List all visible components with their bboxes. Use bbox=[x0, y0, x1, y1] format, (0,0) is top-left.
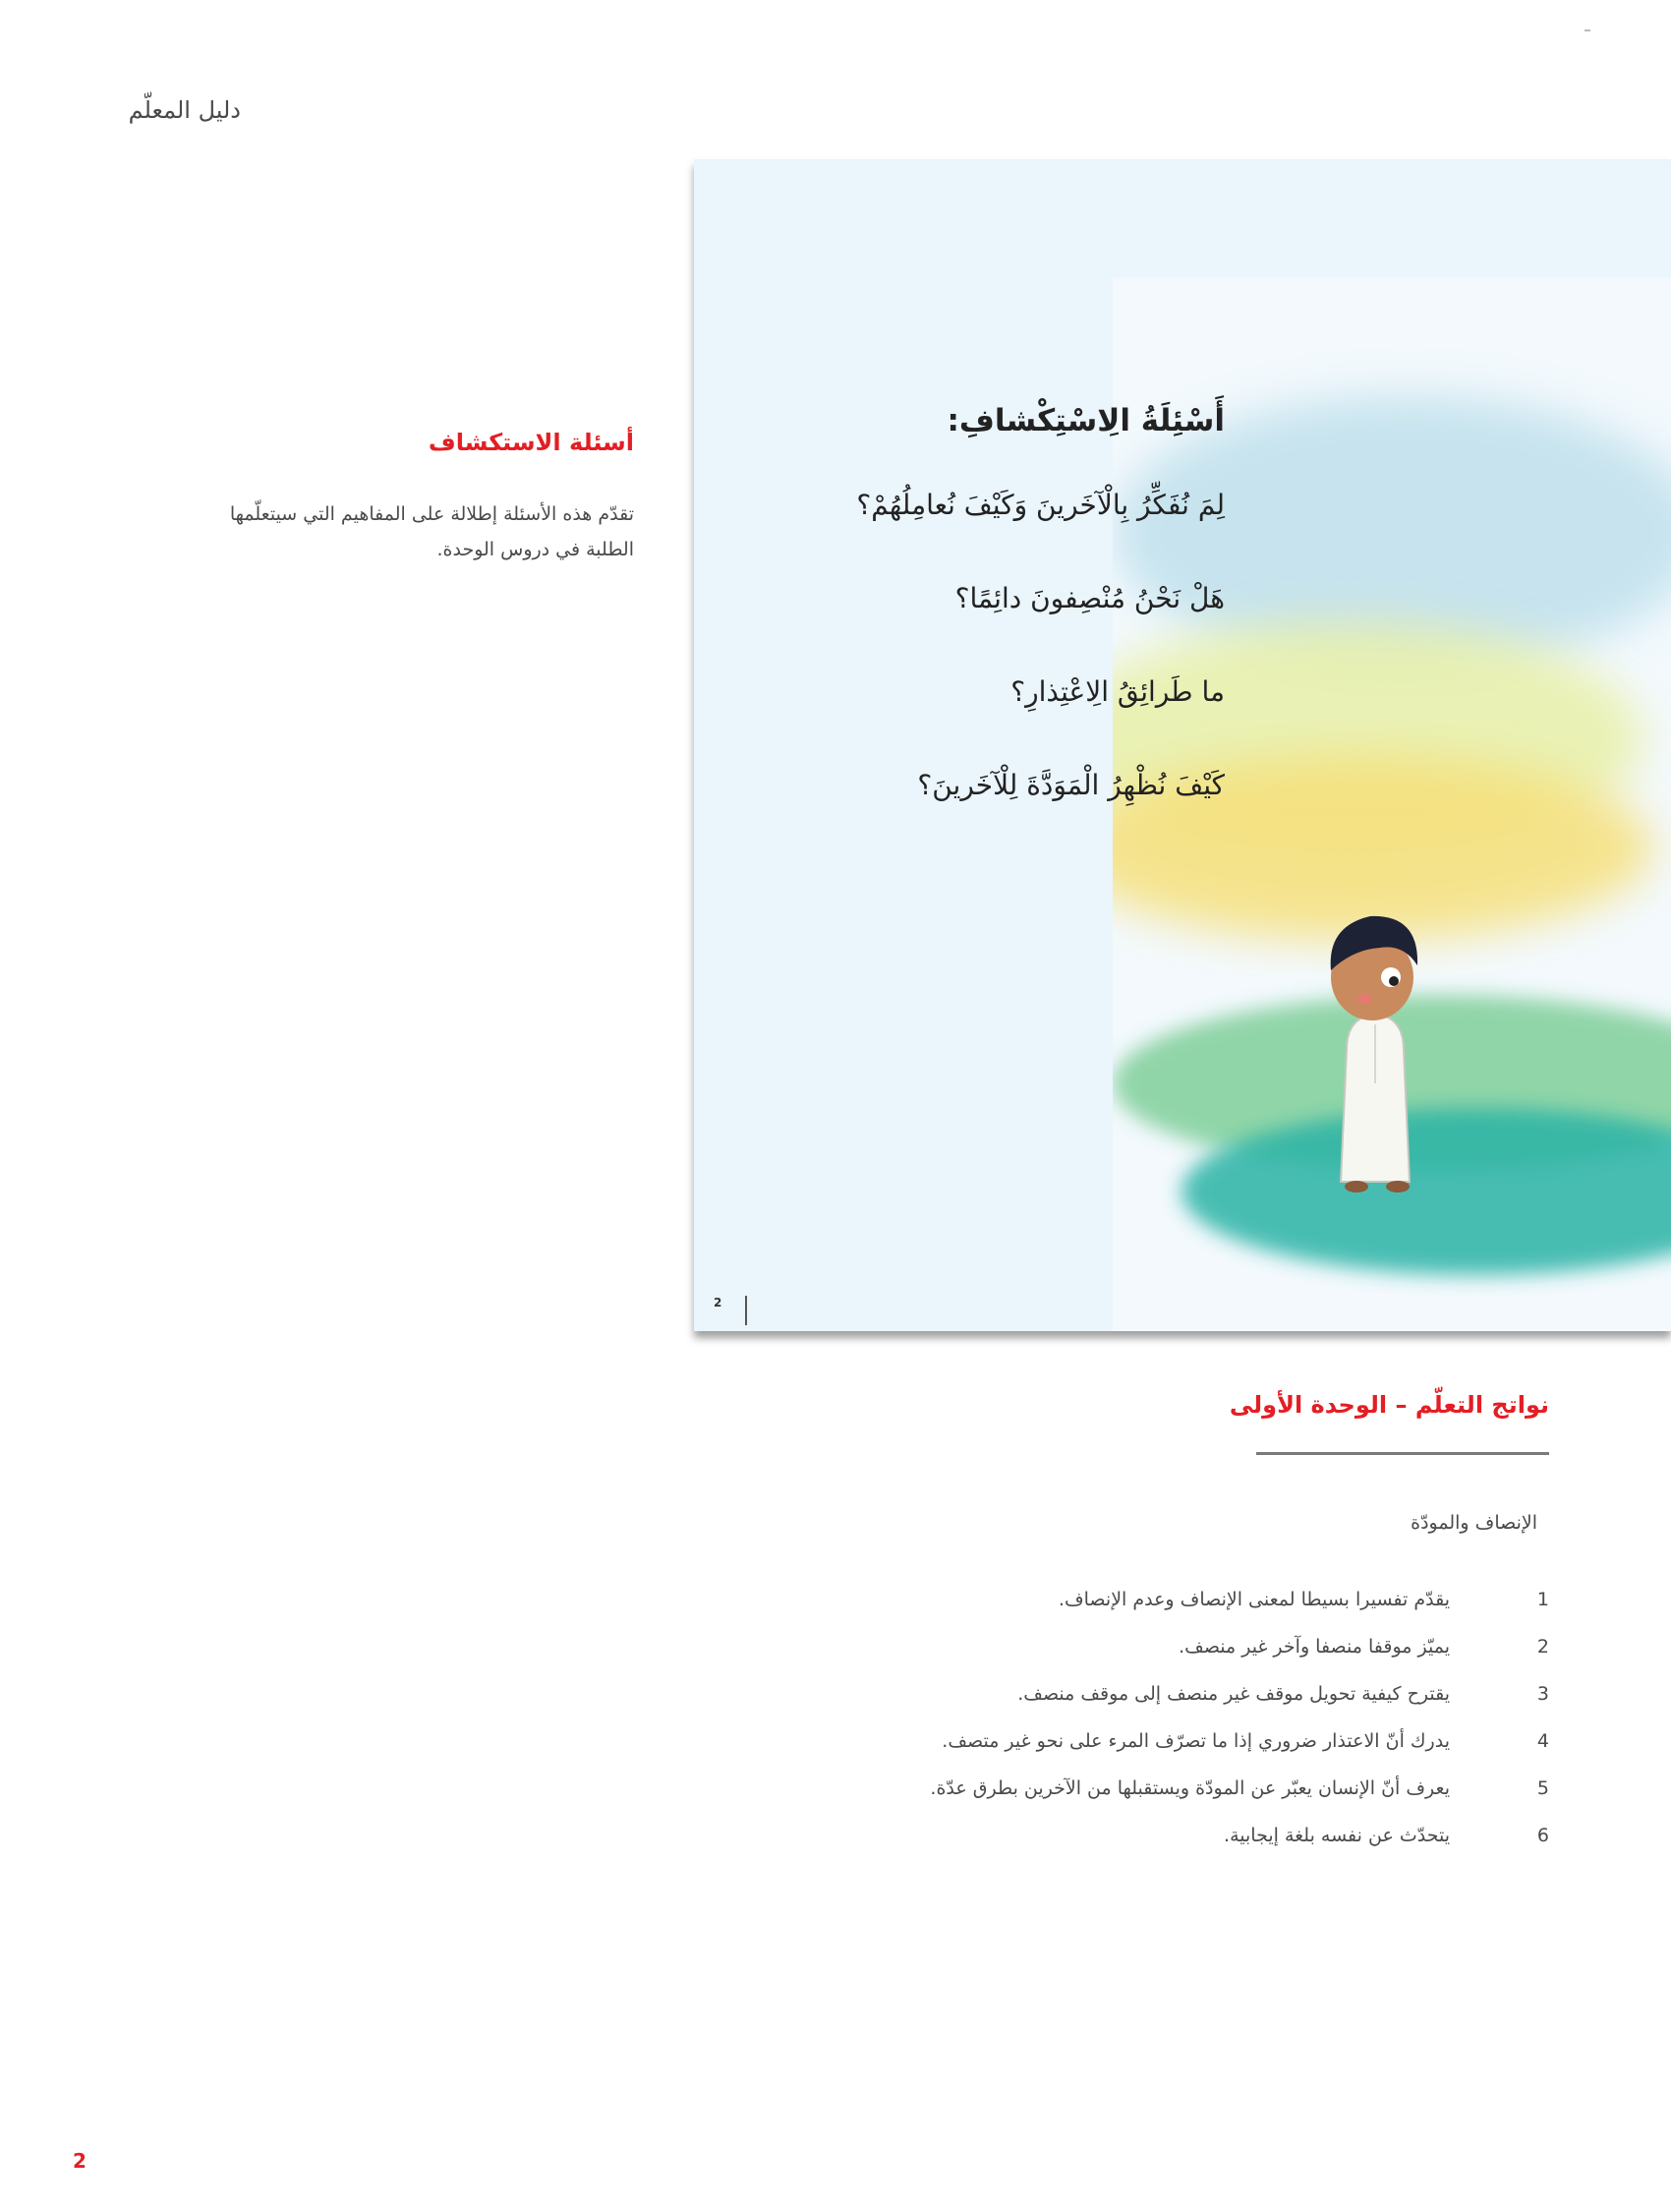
exploration-questions-title: أَسْئِلَةُ الِاسْتِكْشافِ: bbox=[947, 403, 1225, 438]
outcome-number: 2 bbox=[1536, 1636, 1549, 1658]
exploration-question: ما طَرائِقُ الِاعْتِذارِ؟ bbox=[1010, 675, 1225, 708]
learning-outcomes-subtitle: الإنصاف والمودّة bbox=[1411, 1512, 1537, 1534]
boy-right-foot bbox=[1386, 1181, 1410, 1193]
outcome-text: يقدّم تفسيرا بسيطا لمعنى الإنصاف وعدم الإنصاف. bbox=[1058, 1589, 1450, 1610]
learning-outcomes-underline bbox=[1256, 1452, 1549, 1455]
boy-pupil bbox=[1389, 976, 1399, 986]
page-header-title: دليل المعلّم bbox=[128, 96, 241, 124]
outcome-number: 3 bbox=[1536, 1683, 1549, 1705]
page-number: 2 bbox=[73, 2149, 86, 2173]
boy-left-foot bbox=[1345, 1181, 1368, 1193]
outcome-text: يعرف أنّ الإنسان يعبّر عن المودّة ويستقبلها من الآخرين بطرق عدّة. bbox=[930, 1777, 1450, 1799]
exploration-question: لِمَ نُفَكِّرُ بِالْآخَرينَ وَكَيْفَ نُعامِلُهُمْ؟ bbox=[856, 489, 1225, 521]
exploration-questions-block bbox=[856, 395, 1225, 853]
top-corner-mark bbox=[1585, 29, 1590, 31]
outcome-text: يقترح كيفية تحويل موقف غير منصف إلى موقف منصف. bbox=[1017, 1683, 1450, 1705]
outcome-text: يتحدّث عن نفسه بلغة إيجابية. bbox=[1224, 1825, 1450, 1846]
exploration-question: هَلْ نَحْنُ مُنْصِفونَ دائِمًا؟ bbox=[954, 582, 1225, 614]
sidebar-heading: أسئلة الاستكشاف bbox=[428, 429, 634, 456]
outcome-number: 6 bbox=[1536, 1825, 1549, 1846]
book-page-number-divider bbox=[745, 1296, 747, 1325]
outcome-number: 1 bbox=[1536, 1589, 1549, 1610]
sidebar-description: تقدّم هذه الأسئلة إطلالة على المفاهيم التي سيتعلّمها الطلبة في دروس الوحدة. bbox=[229, 503, 634, 560]
outcome-text: يدرك أنّ الاعتذار ضروري إذا ما تصرّف المرء على نحو غير متصف. bbox=[942, 1730, 1450, 1752]
book-page-number: 2 bbox=[714, 1296, 722, 1310]
outcome-number: 4 bbox=[1536, 1730, 1549, 1752]
outcome-number: 5 bbox=[1536, 1777, 1549, 1799]
student-book-page-preview bbox=[694, 159, 1671, 1331]
learning-outcomes-heading: نواتج التعلّم – الوحدة الأولى bbox=[1229, 1391, 1549, 1419]
outcome-text: يميّز موقفا منصفا وآخر غير منصف. bbox=[1179, 1636, 1450, 1658]
exploration-question: كَيْفَ نُظْهِرُ الْمَوَدَّةَ لِلْآخَرينَ؟ bbox=[917, 769, 1225, 801]
boy-cheek bbox=[1356, 994, 1372, 1004]
